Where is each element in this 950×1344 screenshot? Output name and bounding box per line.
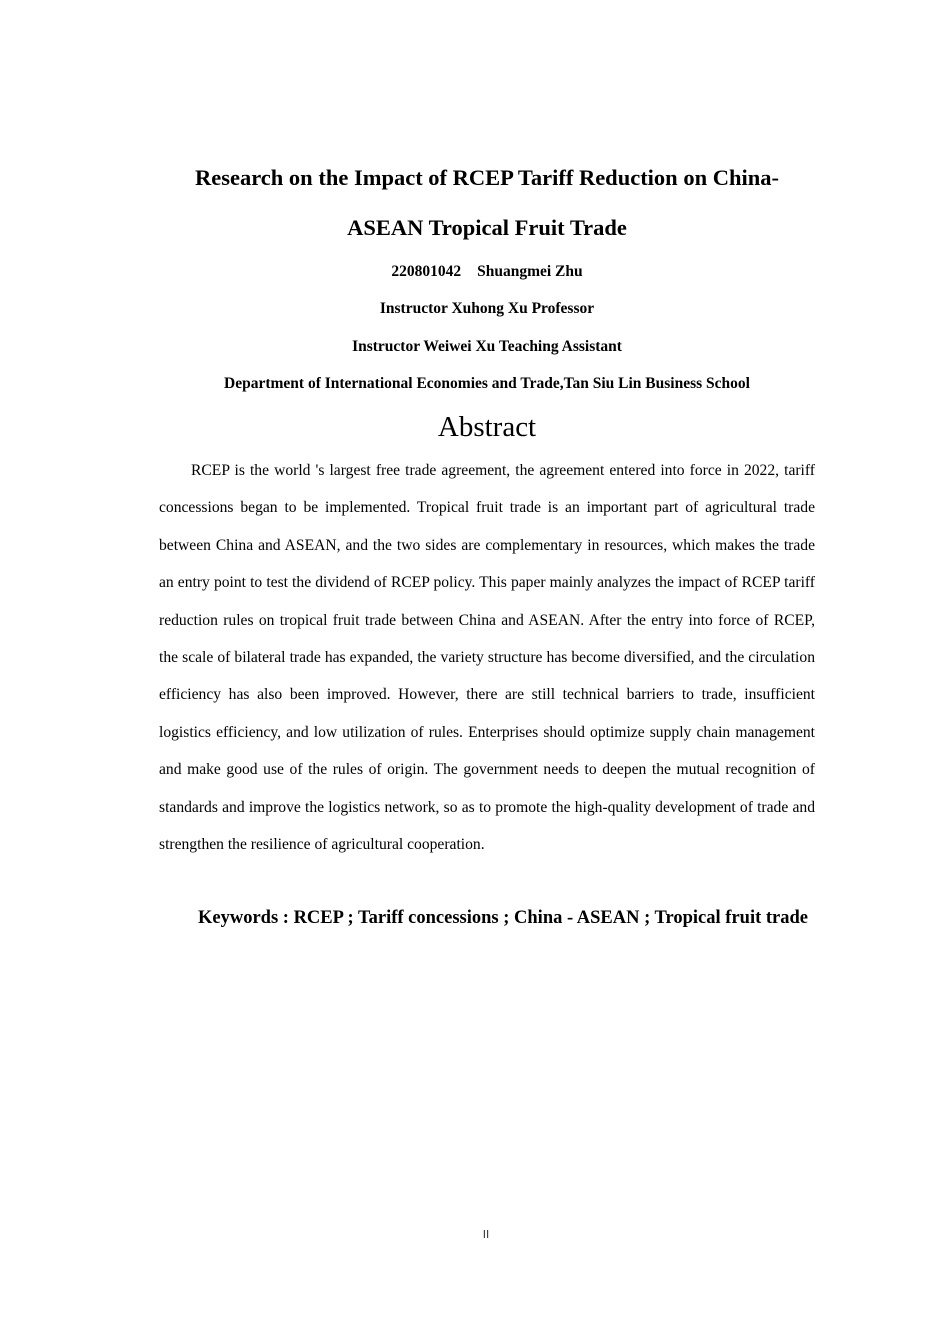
abstract-heading: Abstract xyxy=(437,411,537,443)
abstract-body: RCEP is the world 's largest free trade agreement, the agreement entered into force in 2022, tariff concessions began to be implemented. Tropical fruit trade is an important part of agricultural trade between China and ASEAN, and the two sides are complementary in resources, which makes the trade an entry point to test the dividend of RCEP policy. This paper mainly analyzes the impact of RCEP tariff reduction rules on tropical fruit trade between China and ASEAN. After the entry into force of RCEP, the scale of bilateral trade has expanded, the variety structure has become diversified, and the circulation efficiency has also been improved. However, there are still technical barriers to trade, insufficient logistics efficiency, and low utilization of rules. Enterprises should optimize supply chain management and make good use of the rules of origin. The government needs to deepen the mutual recognition of standards and improve the logistics network, so as to promote the high-quality development of trade and strengthen the resilience of agricultural cooperation. xyxy=(159,462,815,854)
student-id: 220801042 xyxy=(391,263,462,280)
author-line xyxy=(12,262,950,282)
page-number: II xyxy=(482,1228,490,1241)
keywords: Keywords : RCEP ; Tariff concessions ; China - ASEAN ; Tropical fruit trade xyxy=(198,908,808,928)
title-line-1: Research on the Impact of RCEP Tariff Reduction on China- xyxy=(195,165,779,190)
title-line-2: ASEAN Tropical Fruit Trade xyxy=(347,215,627,240)
instructor-line-2: Instructor Weiwei Xu Teaching Assistant xyxy=(352,338,622,355)
department-line: Department of International Economies and Trade,Tan Siu Lin Business School xyxy=(224,375,750,392)
student-name: Shuangmei Zhu xyxy=(477,263,583,280)
instructor-line-1: Instructor Xuhong Xu Professor xyxy=(379,300,595,317)
